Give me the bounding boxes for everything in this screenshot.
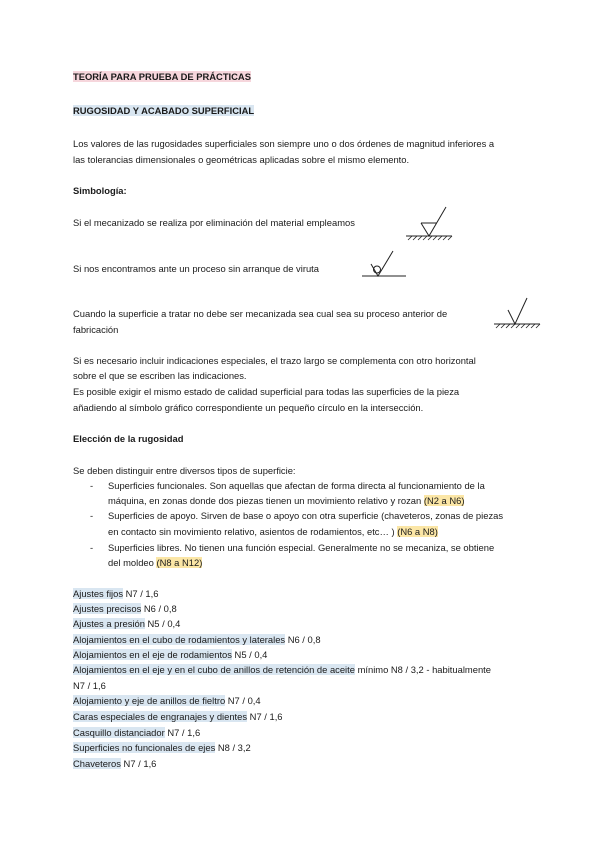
intro-paragraph-line-2: las tolerancias dimensionales o geométricas aplicadas sobre el mismo elemento. — [73, 154, 410, 165]
list-item: Superficies no funcionales de ejes N8 / 3,2 — [73, 742, 251, 753]
document-title: TEORÍA PARA PRUEBA DE PRÁCTICAS — [73, 71, 251, 82]
symbology-heading: Simbología: — [73, 185, 127, 196]
bullet-marker: - — [90, 542, 94, 553]
list-item: Alojamientos en el eje de rodamientos N5 / 0,4 — [73, 649, 268, 660]
same-quality-line-1: Es posible exigir el mismo estado de calidad superficial para todas las superficies de la pieza — [73, 386, 460, 397]
symbol-removal-text: Si el mecanizado se realiza por eliminación del material empleamos — [73, 217, 355, 228]
symbol-any-process-text-line-1: Cuando la superficie a tratar no debe ser mecanizada sea cual sea su proceso anterior de — [73, 308, 448, 319]
bullet-free-line-1: Superficies libres. No tienen una función especial. Generalmente no se mecaniza, se obtiene — [108, 542, 495, 553]
bullet-free-line-2: del moldeo (N8 a N12) — [108, 557, 203, 568]
bullet-functional-line-1: Superficies funcionales. Son aquellas que afectan de forma directa al funcionamiento de la — [108, 480, 485, 491]
list-item: Casquillo distanciador N7 / 1,6 — [73, 727, 201, 738]
symbol-any-process-text-line-2: fabricación — [73, 324, 119, 335]
roughness-choice-heading: Elección de la rugosidad — [73, 433, 184, 444]
list-item: Chaveteros N7 / 1,6 — [73, 758, 157, 769]
special-indications-line-2: sobre el que se escriben las indicaciones. — [73, 370, 247, 381]
bullet-support-line-2: en contacto sin movimiento relativo, asientos de rodamientos, etc… ) (N6 a N8) — [108, 526, 438, 537]
list-item: Alojamientos en el cubo de rodamientos y laterales N6 / 0,8 — [73, 634, 321, 645]
range-badge-support: (N6 a N8) — [397, 526, 438, 537]
list-item: Caras especiales de engranajes y dientes N7 / 1,6 — [73, 711, 283, 722]
any-process-surface-symbol — [492, 296, 544, 330]
intro-paragraph-line-1: Los valores de las rugosidades superficiales son siempre uno o dos órdenes de magnitud inferiores a — [73, 138, 495, 149]
list-item: Alojamiento y eje de anillos de fieltro N7 / 0,4 — [73, 695, 261, 706]
bullet-functional-line-2: máquina, en zonas donde dos piezas tienen un movimiento relativo y rozan (N2 a N6) — [108, 495, 465, 506]
section-heading-roughness: RUGOSIDAD Y ACABADO SUPERFICIAL — [73, 105, 255, 116]
bullet-marker: - — [90, 510, 94, 521]
list-item: Ajustes precisos N6 / 0,8 — [73, 603, 177, 614]
surface-types-intro: Se deben distinguir entre diversos tipos de superficie: — [73, 465, 296, 476]
special-indications-line-1: Si es necesario incluir indicaciones especiales, el trazo largo se complementa con otro horizontal — [73, 355, 476, 366]
no-removal-surface-symbol — [362, 250, 412, 280]
bullet-marker: - — [90, 480, 94, 491]
machined-surface-symbol — [404, 205, 456, 241]
bullet-support-line-1: Superficies de apoyo. Sirven de base o apoyo con otra superficie (chaveteros, zonas de piezas — [108, 510, 504, 521]
list-item-continuation: N7 / 1,6 — [73, 680, 106, 691]
range-badge-functional: (N2 a N6) — [423, 495, 465, 506]
list-item: Alojamientos en el eje y en el cubo de anillos de retención de aceite mínimo N8 / 3,2 - habitualmente — [73, 664, 491, 675]
symbol-no-removal-text: Si nos encontramos ante un proceso sin arranque de viruta — [73, 263, 319, 274]
list-item: Ajustes fijos N7 / 1,6 — [73, 588, 159, 599]
list-item: Ajustes a presión N5 / 0,4 — [73, 618, 181, 629]
range-badge-free: (N8 a N12) — [156, 557, 203, 568]
same-quality-line-2: añadiendo al símbolo gráfico correspondiente un pequeño círculo en la intersección. — [73, 402, 424, 413]
